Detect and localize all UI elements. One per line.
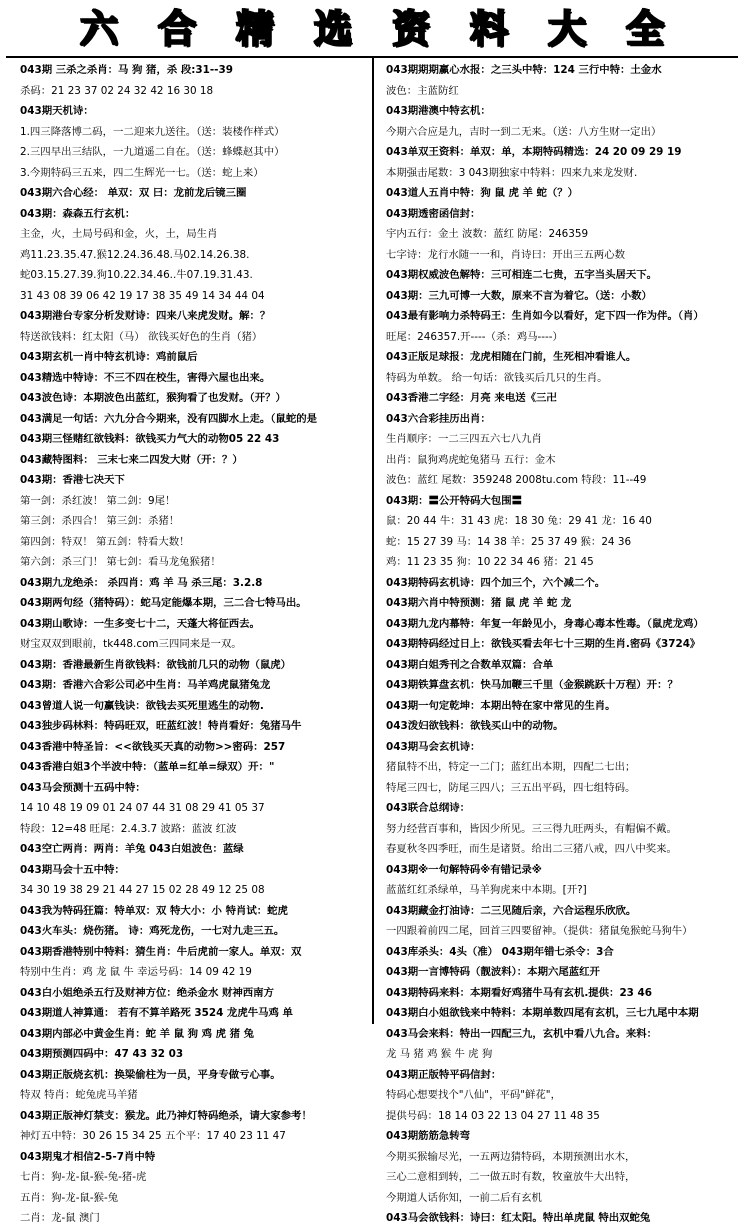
entry-line: 2.三四早出三结队，一九道遥二自在。（送：蜂蝶赵其中） [20,146,285,158]
title-char: 合 [157,6,196,51]
title-char: 六 [79,6,118,51]
entry-heading: 043最有影响力杀特码王：生肖如今以看好，定下四一作为伴。（肖） [386,310,704,322]
right-column [372,58,744,1224]
title-char: 精 [235,6,274,51]
entry-line: 第一剑：杀红波！ 第二剑：9尾！ [20,494,176,507]
entry-heading: 043期港台专家分析发财诗：四来八来虎发财。解：？ [20,310,271,322]
entry-line: 本期强击尾数：3 043期独家中特料：四来九来龙发财. [386,166,638,179]
entry-line: 杀码：21 23 37 02 24 32 42 16 30 18 [20,84,214,97]
entry-line: 财宝双双到眼前，tk448.com三四同来是一双。 [20,638,242,650]
entry-line: 1.四三降落博二码，一二迎来九送往。（送：装楼作样式） [20,125,285,138]
entry-heading: 043期港澳中特玄机： [386,105,491,117]
entry-line: 旺尾：246357.开----（杀：鸡马----） [386,330,563,343]
entry-heading: 043藏特图料： 三末七来二四发大财（开：？） [20,453,243,466]
entry-heading: 043期三怪赌红欲钱料：欲钱买力气大的动物05 22 43 [20,433,280,445]
entry-heading: 043期期期赢心水报：之三头中特：124 三行中特：土金水 [386,64,662,76]
entry-heading: 043期九龙内幕特：年复一年龄见小，身毒心毒本性毒。（鼠虎龙鸡） [386,617,704,630]
entry-heading: 043正版足球报：龙虎相随在门前，生死相冲看谁人。 [386,351,637,363]
entry-line: 特码心想要找个"八仙"，平码"鲜花"， [386,1089,561,1101]
entry-line: 今期道人话你知，一前二后有玄机 [386,1191,542,1204]
entry-line: 特码为单数。 给一句话：欲钱买后几只的生肖。 [386,371,608,384]
entry-heading: 043期 三杀之杀肖：马 狗 猪，杀 段:31--39 [20,64,233,76]
title-char: 全 [625,6,664,51]
entry-line: 春夏秋冬四季旺，而生是诸贤。给出二三猪八戒，四八中奖来。 [386,843,677,855]
entry-heading: 043期一句定乾坤：本期出特在家中常见的生肖。 [386,699,616,712]
entry-heading: 043期：〓公开特码大包围〓 [386,494,522,507]
entry-heading: 043六合彩挂历出肖： [386,412,491,425]
entry-heading: 043联合总纲诗： [386,802,471,814]
entry-line: 蛇：15 27 39 马：14 38 羊：25 37 49 猴：24 36 [386,535,632,548]
entry-heading: 043独步码林料：特码旺双，旺蓝红波！特肖看好：兔猪马牛 [20,720,302,732]
entry-line: 七字诗：龙行水随一一和，肖诗曰：开出三五两心数 [386,248,625,261]
entry-heading: 043单双王资料：单双：单，本期特码精选：24 20 09 29 19 [386,146,682,158]
entry-heading: 043期透密函信封： [386,207,481,220]
entry-heading: 043期※一句解特码※有错记录※ [386,863,542,876]
entry-line: 第六剑：杀三门！ 第七剑：看马龙兔猴猪！ [20,556,221,568]
title-char: 资 [391,6,430,51]
entry-heading: 043期藏金打油诗：二三见随后亲，六合运程乐欣欣。 [386,904,637,917]
entry-heading: 043波色诗：本期波色出蓝红，猴狗看了也发财。（开？） [20,392,286,404]
entry-heading: 043火车头：烧伤猪。 诗：鸡死龙伤，一七对九走三五。 [20,925,285,937]
entry-line: 特送欲钱料：红太阳（马） 欲钱买好色的生肖（猪） [20,330,263,343]
entry-heading: 043期正版特平码信封： [386,1068,502,1081]
entry-line: 宇内五行：金土 波数：蓝红 防尾：246359 [386,228,589,240]
entry-heading: 043期正版烧玄机：换梁偷柱为一员，平身专做亏心事。 [20,1068,281,1081]
entry-heading: 043期铁算盘玄机：快马加鞭三千里（金猴跳跃十万程）开：？ [386,679,678,691]
entry-heading: 043期白姐秀刊之合数单双篇：合单 [386,658,554,671]
entry-heading: 043满足一句话：六九分合今期来，没有四脚水上走。（鼠蛇的是 [20,412,318,425]
title-char: 料 [469,6,508,51]
entry-line: 波色：主蓝防红 [386,84,459,97]
entry-line: 3.今期特码三五来，四二生辉光一七。（送：蛇上来） [20,166,264,179]
entry-heading: 043马会来料：特出一四配三九，玄机中看八九合。来料： [386,1027,658,1040]
entry-line: 14 10 48 19 09 01 24 07 44 31 08 29 41 05 37 [20,802,265,814]
entry-heading: 043我为特码狂篇：特单双：双 特大小：小 特肖试：蛇虎 [20,904,288,917]
left-column [0,58,372,1224]
entry-heading: 043期天机诗： [20,105,94,117]
entry-heading: 043空亡两肖：两肖：羊兔 043白姐波色：蓝绿 [20,843,244,855]
page-title [0,0,744,58]
entry-heading: 043期：森森五行玄机： [20,207,136,220]
entry-heading: 043曾道人说一句赢钱诀：欲钱去买死里逃生的动物. [20,699,264,712]
entry-line: 猪鼠特不出，特定一二门；蓝红出本期，四配二七出； [386,761,636,773]
entry-heading: 043期马会玄机诗： [386,740,481,753]
entry-heading: 043期白小姐欲钱来中特料：本期单数四尾有玄机，三七九尾中本期 [386,1007,699,1019]
entry-line: 特段：12=48 旺尾：2.4.3.7 波路：蓝波 红波 [20,822,237,835]
entry-heading: 043精选中特诗：不三不四在校生，害得六屋也出来。 [20,371,271,384]
entry-heading: 043期鬼才相信2-5-7肖中特 [20,1150,156,1163]
entry-heading: 043香港中特圣旨：<<欲钱买天真的动物>>密码：257 [20,740,286,753]
entry-heading: 043期权威波色解特：三可相连二七贵，五字当头居天下。 [386,269,658,281]
entry-line: 努力经营百事和，皆因少所见。三三得九旺两头，有帽偏不戴。 [386,822,677,835]
entry-heading: 043白小姐绝杀五行及财神方位：绝杀金水 财神西南方 [20,986,274,999]
entry-heading: 043期特码玄机诗：四个加三个，六个减二个。 [386,576,606,589]
entry-line: 二肖：龙-鼠 澳门 [20,1212,100,1224]
entry-heading: 043期特码来料：本期看好鸡猪牛马有玄机.提供：23 46 [386,986,652,999]
entry-heading: 043泼妇欲钱料：欲钱买山中的动物。 [386,720,564,732]
entry-line: 七肖：狗-龙-鼠-猴-兔-猪-虎 [20,1171,147,1183]
entry-line: 第三剑：杀四合！ 第三剑：杀猪！ [20,515,180,527]
entry-heading: 043期玄机一肖中特玄机诗：鸡前鼠后 [20,351,198,363]
entry-heading: 043库杀头：4头（准） 043期年错七杀令：3合 [386,945,614,958]
entry-line: 第四剑：特双！ 第五剑：特看大数！ [20,535,190,548]
entry-line: 特尾三四七，防尾三四八；三五出平码，四七组特码。 [386,781,636,794]
entry-line: 今期六合应是九，吉时一到二无来。（送：八方生财一定出） [386,125,662,138]
entry-heading: 043期正版神灯禁支：猴龙。此乃神灯特码绝杀，请大家参考！ [20,1109,312,1122]
entry-heading: 043期两句经（猪特码）：蛇马定能爆本期，三二合七特马出。 [20,597,307,609]
entry-line: 主金，火，土局号码和金，火，土，局生肖 [20,228,218,240]
entry-line: 蛇03.15.27.39.狗10.22.34.46..牛07.19.31.43. [20,269,253,281]
entry-heading: 043期马会十五中特： [20,863,125,876]
entry-line: 鸡11.23.35.47.猴12.24.36.48.马02.14.26.38. [20,248,250,261]
entry-line: 鸡：11 23 35 狗：10 22 34 46 猪：21 45 [386,556,594,568]
entry-heading: 043期内部必中黄金生肖：蛇 羊 鼠 狗 鸡 虎 猪 兔 [20,1027,255,1040]
entry-line: 神灯五中特：30 26 15 34 25 五个平：17 40 23 11 47 [20,1130,286,1142]
entry-heading: 043期预测四码中：47 43 32 03 [20,1048,184,1060]
entry-heading: 043期山歌诗：一生多变七十二，天蓬大将征西去。 [20,617,260,630]
entry-heading: 043马会预测十五码中特： [20,781,146,794]
entry-line: 蓝蓝红红杀绿单，马羊狗虎来中本期。[开?] [386,884,587,896]
entry-line: 34 30 19 38 29 21 44 27 15 02 28 49 12 25 08 [20,884,265,896]
entry-heading: 043香港二字经：月亮 来电送《三卍 [386,392,557,404]
entry-line: 特双 特肖：蛇兔虎马羊猪 [20,1089,138,1101]
entry-line: 31 43 08 39 06 42 19 17 38 35 49 14 34 44 04 [20,289,265,302]
entry-heading: 043香港白姐3个半波中特：（蓝单=红单=绿双）开：" [20,761,275,773]
entry-line: 鼠：20 44 牛：31 43 虎：18 30 兔：29 41 龙：16 40 [386,515,652,527]
entry-heading: 043期九龙绝杀： 杀四肖：鸡 羊 马 杀三尾：3.2.8 [20,576,263,589]
entry-heading: 043道人五肖中特：狗 鼠 虎 羊 蛇（？） [386,187,579,199]
title-char: 大 [547,6,586,51]
entry-heading: 043期六肖中特预测：猪 鼠 虎 羊 蛇 龙 [386,597,572,609]
entry-line: 一四跟着前四二尾，回首三四要留神。（提供：猪鼠兔猴蛇马狗牛） [386,925,693,937]
entry-heading: 043期筋筋急转弯 [386,1130,471,1142]
entry-heading: 043马会欲钱料：诗曰：红太阳。特出单虎鼠 特出双蛇兔 [386,1212,651,1224]
entry-heading: 043期：香港七决天下 [20,474,125,486]
entry-line: 出肖：鼠狗鸡虎蛇兔猪马 五行：金木 [386,453,556,466]
entry-line: 提供号码：18 14 03 22 13 04 27 11 48 35 [386,1109,600,1122]
entry-line: 五肖：狗-龙-鼠-猴-兔 [20,1191,119,1204]
entry-heading: 043期香港特别中特料：猜生肖：牛后虎前一家人。单双：双 [20,945,302,958]
entry-heading: 043期道人神算通： 若有不算羊路死 3524 龙虎牛马鸡 单 [20,1007,293,1019]
entry-heading: 043期六合心经： 单双：双 曰：龙前龙后镜三圈 [20,187,247,199]
entry-line: 龙 马 猪 鸡 猴 牛 虎 狗 [386,1048,493,1060]
entry-heading: 043期一言博特码（靓波料）：本期六尾蓝红开 [386,966,600,978]
entry-heading: 043期：香港最新生肖欲钱料：欲钱前几只的动物（鼠虎） [20,658,292,671]
entry-line: 生肖顺序：一二三四五六七八九肖 [386,433,542,445]
title-char: 选 [313,6,352,51]
entry-heading: 043期：三九可博一大数，原来不言为着它。（送：小数） [386,289,652,302]
entry-line: 波色：蓝红 尾数：359248 2008tu.com 特段：11--49 [386,474,647,486]
entry-line: 今期买猴输尽光，一五两边猜特码，本期预测出水木， [386,1150,636,1163]
entry-heading: 043期：香港六合彩公司必中生肖：马羊鸡虎鼠猪兔龙 [20,679,271,691]
entry-line: 特别中生肖：鸡 龙 鼠 牛 幸运号码：14 09 42 19 [20,966,252,978]
entry-heading: 043期特码经过日上：欲钱买看去年七十三期的生肖.密码《3724》 [386,638,701,650]
entry-line: 三心二意相到转，二一做五时有数，牧童放牛大出特， [386,1171,636,1183]
content-columns [0,58,744,1224]
